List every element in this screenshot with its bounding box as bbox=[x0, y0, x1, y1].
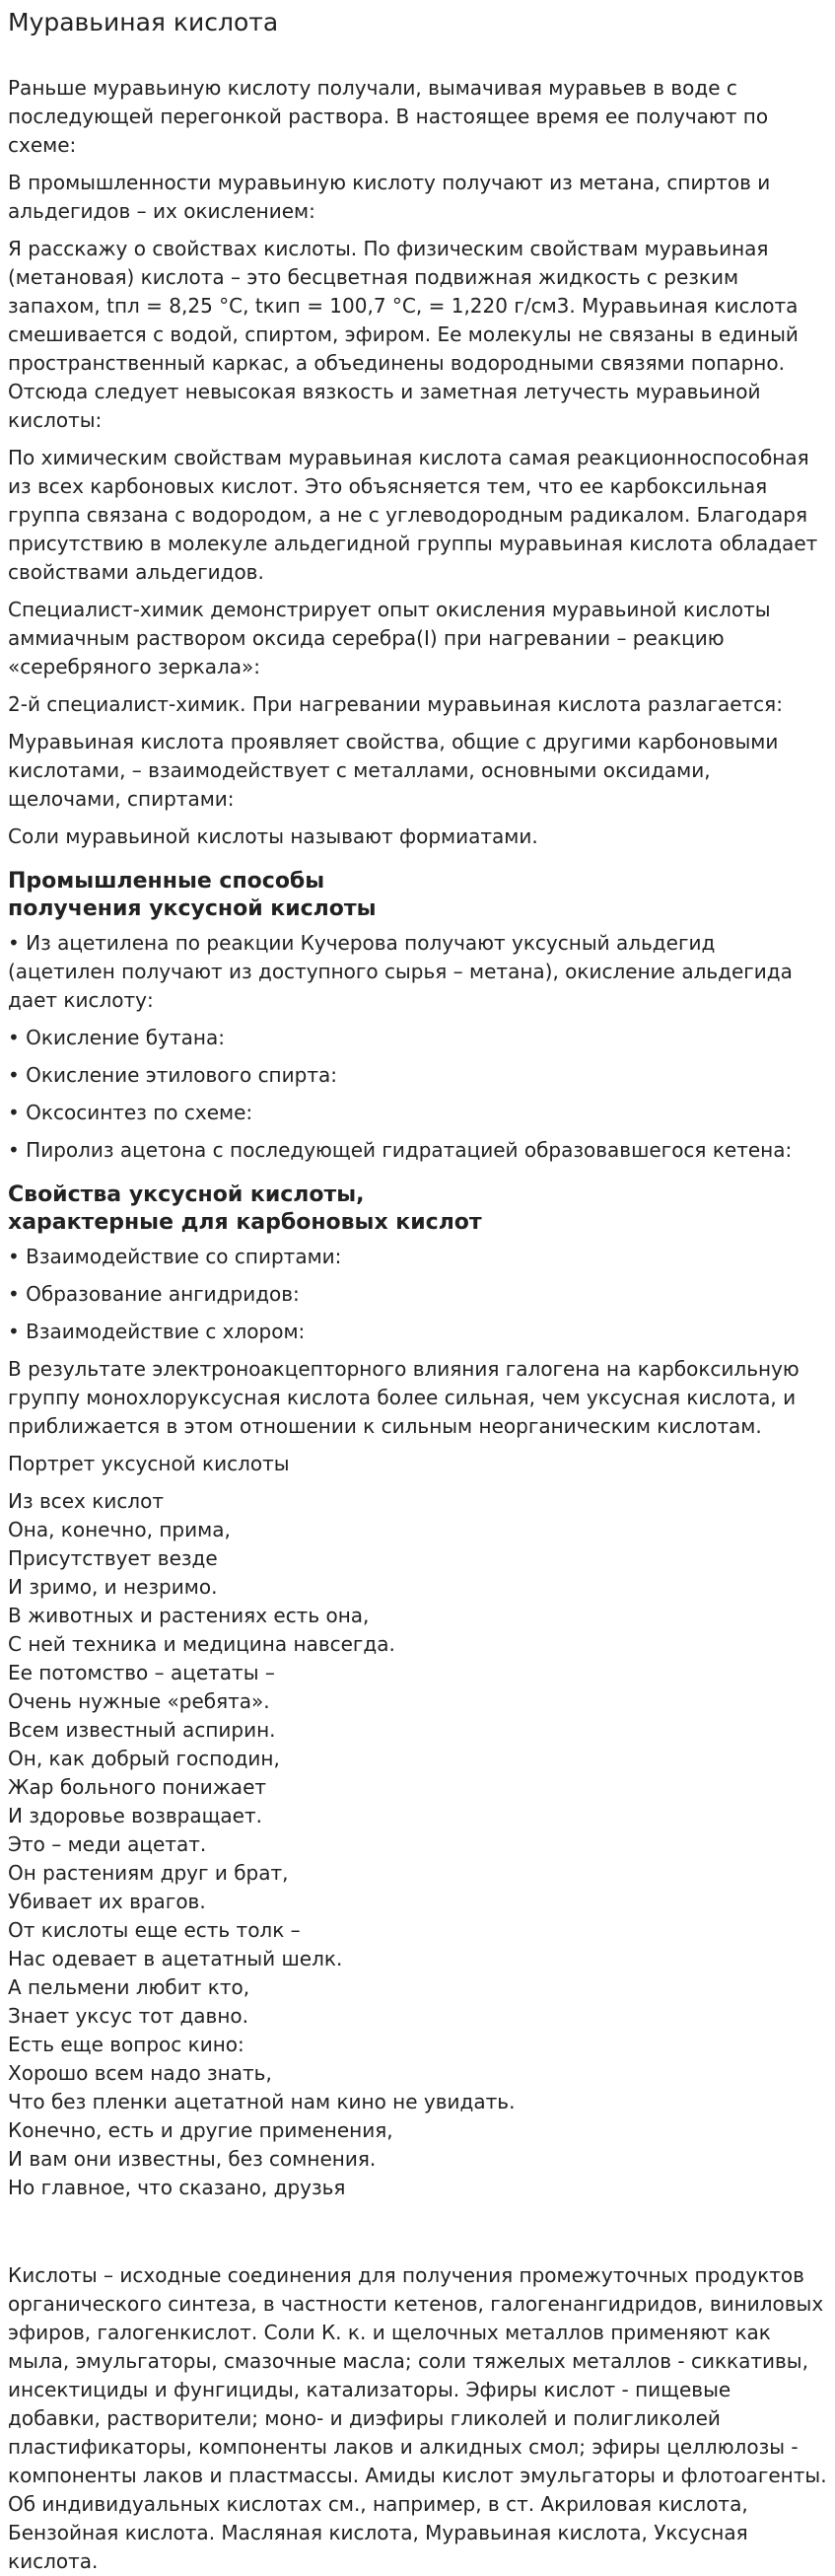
poem-line: Это – меди ацетат. bbox=[8, 1832, 207, 1856]
poem-line: Всем известный аспирин. bbox=[8, 1718, 276, 1742]
poem-line: И вам они известны, без сомнения. bbox=[8, 2147, 377, 2171]
intro-paragraph: В промышленности муравьиную кислоту получают из метана, спиртов и альдегидов – их окислением: bbox=[8, 171, 771, 223]
poem-line: Но главное, что сказано, друзья bbox=[8, 2176, 346, 2199]
poem bbox=[8, 1487, 828, 2202]
poem-line: Из всех кислот bbox=[8, 1489, 164, 1513]
list-item: • Окисление этилового спирта: bbox=[8, 1063, 337, 1087]
intro-paragraph: Раньше муравьиную кислоту получали, вымачивая муравьев в воде с последующей перегонкой раствора. В настоящее время ее получают по схеме: bbox=[8, 76, 769, 157]
properties-paragraph: В результате электроноакцепторного влияния галогена на карбоксильную группу монохлоруксусная кислота более сильная, чем уксусная кислота, и приближается в этом отношении к сильным неорганическим кислотам. bbox=[8, 1357, 800, 1438]
poem-line: Конечно, есть и другие применения, bbox=[8, 2118, 393, 2142]
spacer bbox=[8, 2202, 828, 2261]
list-item: • Окисление бутана: bbox=[8, 1026, 225, 1049]
intro-paragraph: Соли муравьиной кислоты называют формиатами. bbox=[8, 824, 538, 848]
poem-line: Очень нужные «ребята». bbox=[8, 1689, 270, 1713]
poem-line: А пельмени любит кто, bbox=[8, 1975, 250, 1999]
poem-line: Знает уксус тот давно. bbox=[8, 2004, 249, 2028]
section-heading-line: Промышленные способы bbox=[8, 869, 325, 894]
list-item: • Взаимодействие со спиртами: bbox=[8, 1245, 342, 1268]
poem-line: Есть еще вопрос кино: bbox=[8, 2033, 244, 2056]
list-item: • Оксосинтез по схеме: bbox=[8, 1101, 253, 1124]
poem-title: Портрет уксусной кислоты bbox=[8, 1452, 290, 1475]
poem-line: Что без пленки ацетатной нам кино не увидать. bbox=[8, 2090, 516, 2113]
poem-line: От кислоты еще есть толк – bbox=[8, 1918, 301, 1942]
intro-paragraph: Специалист-химик демонстрирует опыт окисления муравьиной кислоты аммиачным раствором оксида серебра(I) при нагревании – реакцию «серебряного зеркала»: bbox=[8, 598, 771, 679]
poem-line: Нас одевает в ацетатный шелк. bbox=[8, 1947, 343, 1970]
list-item: • Взаимодействие с хлором: bbox=[8, 1320, 306, 1343]
final-paragraph: Кислоты – исходные соединения для получения промежуточных продуктов органического синтеза, в частности кетенов, галогенангидридов, виниловых эфиров, галогенкислот. Соли К. к. и щелочных металлов применяют как мыла, эмульгаторы, смазочные масла; соли тяжелых металлов - сиккативы, инсектициды и фунгициды, катализаторы. Эфиры кислот - пищевые добавки, растворители; моно- и диэфиры гликолей и полигликолей пластификаторы, компоненты лаков и алкидных смол; эфиры целлюлозы - компоненты лаков и пластмассы. Амиды кислот эмульгаторы и флотоагенты. Об индивидуальных кислотах см., например, в ст. Акриловая кислота, Бензойная кислота. Масляная кислота, Муравьиная кислота, Уксусная кислота. bbox=[8, 2263, 827, 2573]
list-item: • Образование ангидридов: bbox=[8, 1282, 300, 1306]
page-title: Муравьиная кислота bbox=[8, 8, 279, 36]
poem-line: Хорошо всем надо знать, bbox=[8, 2061, 272, 2085]
section-heading-line: характерные для карбоновых кислот bbox=[8, 1210, 482, 1235]
poem-line: И зримо, и незримо. bbox=[8, 1575, 218, 1599]
poem-line: Он растениям друг и брат, bbox=[8, 1861, 289, 1885]
intro-paragraph: Я расскажу о свойствах кислоты. По физическим свойствам муравьиная (метановая) кислота – это бесцветная подвижная жидкость с резким запахом, tпл = 8,25 °С, tкип = 100,7 °С, = 1,220 г/см3. Муравьиная кислота смешивается с водой, спиртом, эфиром. Ее молекулы не связаны в единый пространственный каркас, а объединены водородными связями попарно. Отсюда следует невысокая вязкость и заметная летучесть муравьиной кислоты: bbox=[8, 237, 799, 432]
poem-line: В животных и растениях есть она, bbox=[8, 1604, 370, 1627]
poem-line: С ней техника и медицина навсегда. bbox=[8, 1632, 395, 1656]
poem-line: Она, конечно, прима, bbox=[8, 1518, 231, 1541]
poem-line: Ее потомство – ацетаты – bbox=[8, 1661, 275, 1684]
section-heading-properties bbox=[8, 1181, 828, 1237]
poem-line: Присутствует везде bbox=[8, 1546, 218, 1570]
intro-paragraph: Муравьиная кислота проявляет свойства, общие с другими карбоновыми кислотами, – взаимодействует с металлами, основными оксидами, щелочами, спиртами: bbox=[8, 730, 779, 811]
poem-line: Он, как добрый господин, bbox=[8, 1747, 280, 1770]
section-heading-line: Свойства уксусной кислоты, bbox=[8, 1182, 365, 1207]
poem-line: И здоровье возвращает. bbox=[8, 1804, 262, 1827]
section-heading-production bbox=[8, 868, 828, 923]
section-heading-line: получения уксусной кислоты bbox=[8, 896, 377, 921]
poem-line: Убивает их врагов. bbox=[8, 1890, 206, 1913]
intro-paragraph: 2-й специалист-химик. При нагревании муравьиная кислота разлагается: bbox=[8, 692, 783, 716]
poem-line: Жар больного понижает bbox=[8, 1775, 267, 1799]
intro-paragraph: По химическим свойствам муравьиная кислота самая реакционноспособная из всех карбоновых кислот. Это объясняется тем, что ее карбоксильная группа связана с водородом, а не с углеводородным радикалом. Благодаря присутствию в молекуле альдегидной группы муравьиная кислота обладает свойствами альдегидов. bbox=[8, 446, 818, 584]
list-item: • Из ацетилена по реакции Кучерова получают уксусный альдегид (ацетилен получают из доступного сырья – метана), окисление альдегида дает кислоту: bbox=[8, 931, 793, 1012]
list-item: • Пиролиз ацетона с последующей гидратацией образовавшегося кетена: bbox=[8, 1138, 793, 1162]
